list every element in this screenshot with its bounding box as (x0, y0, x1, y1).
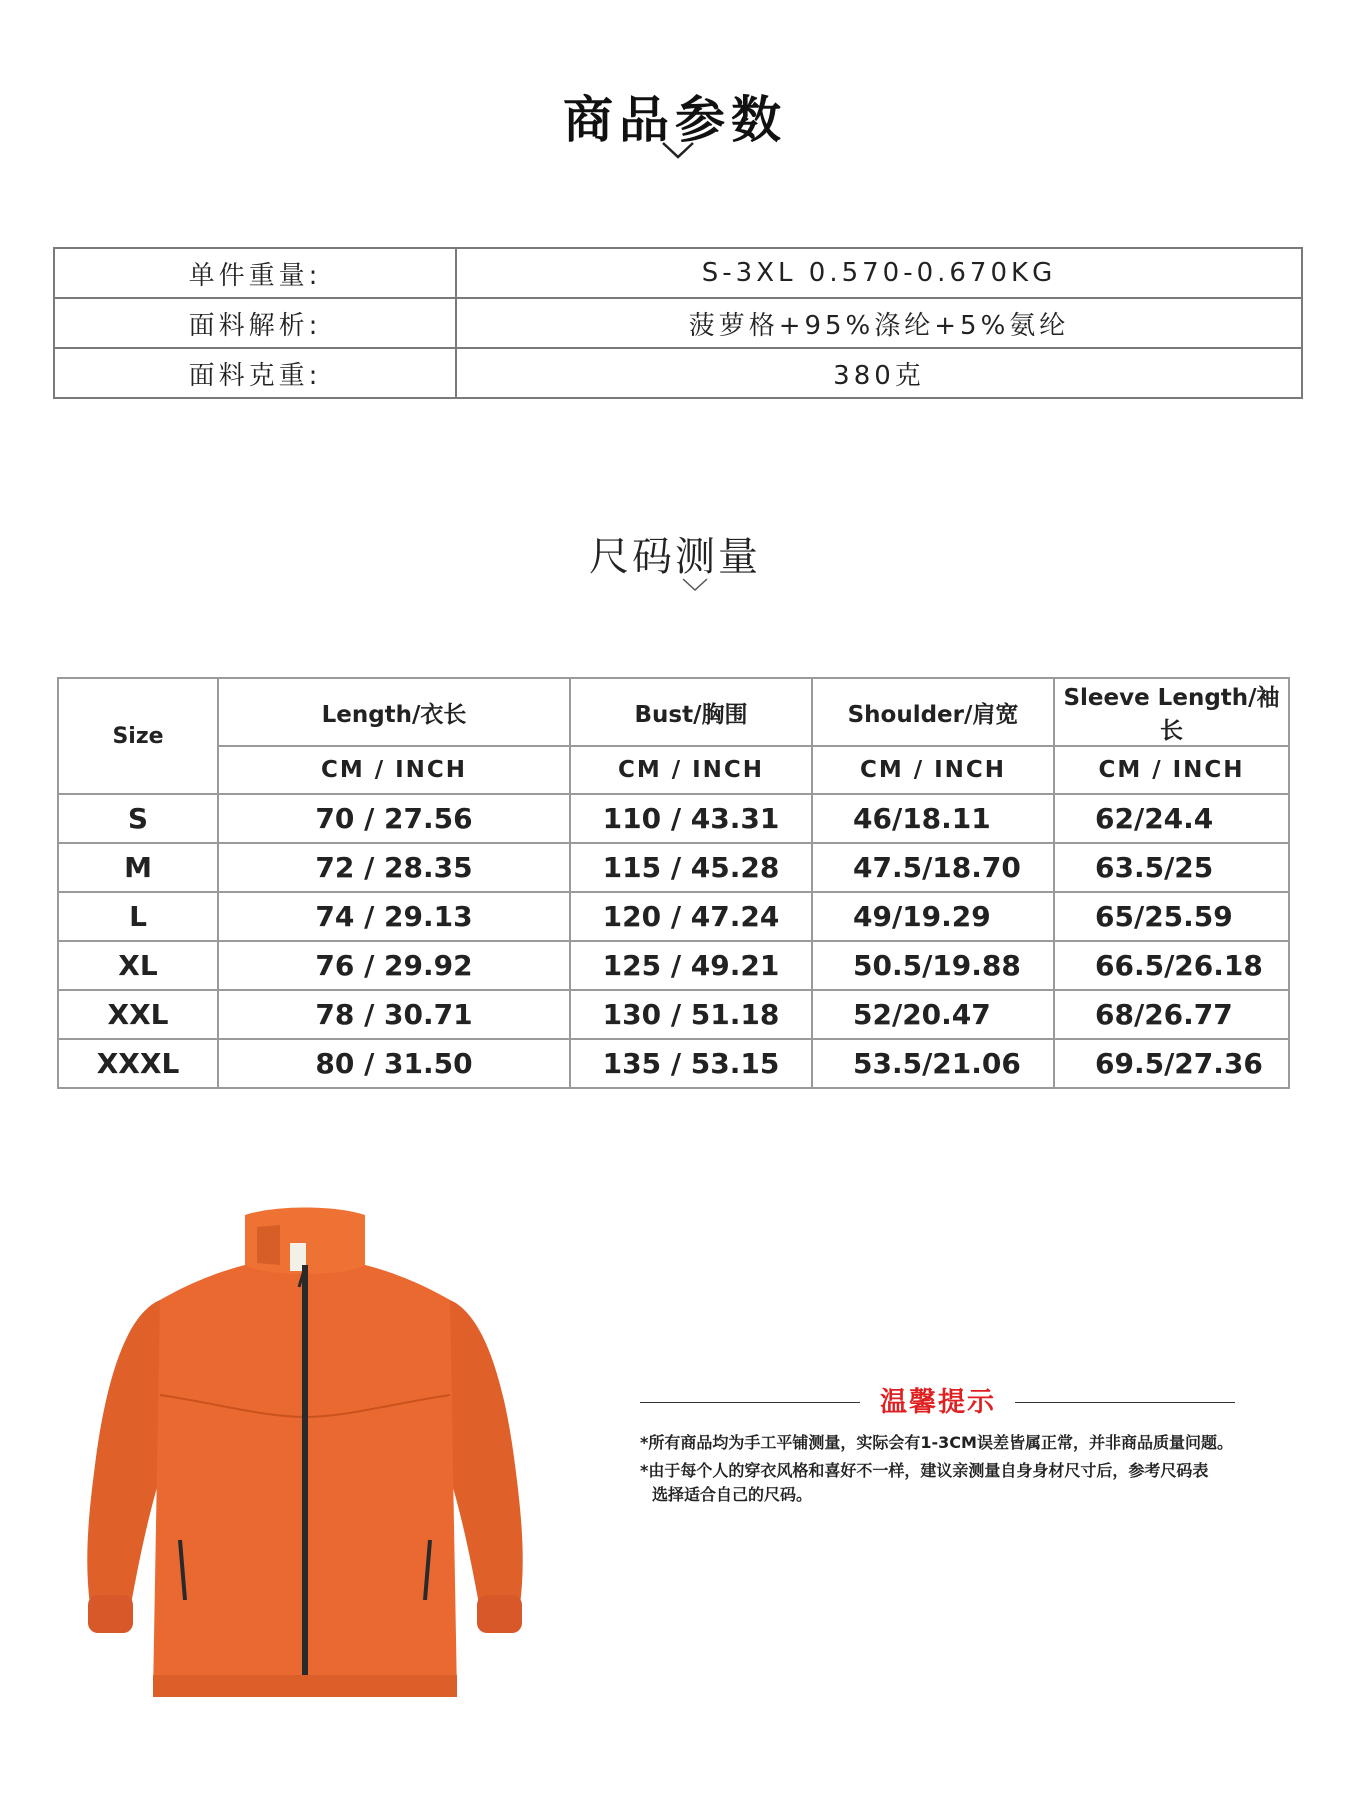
table-row (58, 941, 1289, 990)
params-table (53, 247, 1303, 399)
size-cell: S (58, 794, 218, 843)
size-cell: XXL (58, 990, 218, 1039)
param-label: 面料解析: (54, 298, 456, 348)
size-table-units (58, 746, 1289, 794)
notice-title: 温馨提示 (880, 1387, 996, 1418)
params-title: 商品参数 (563, 91, 787, 149)
length-cell: 74 / 29.13 (218, 892, 570, 941)
notice-tip: 选择适合自己的尺码。 (652, 1485, 813, 1504)
column-header-bust: Bust/胸围 (570, 678, 812, 746)
bust-cell: 130 / 51.18 (570, 990, 812, 1039)
size-table (57, 677, 1290, 1089)
shoulder-cell: 46/18.11 (812, 794, 1054, 843)
unit-label: CM / INCH (570, 746, 812, 794)
params-row (54, 348, 1302, 398)
params-row (54, 298, 1302, 348)
param-label: 单件重量: (54, 248, 456, 298)
notice-header (640, 1380, 1270, 1420)
bust-cell: 110 / 43.31 (570, 794, 812, 843)
length-cell: 76 / 29.92 (218, 941, 570, 990)
sleeve-cell: 62/24.4 (1054, 794, 1289, 843)
size-cell: XL (58, 941, 218, 990)
column-header-length: Length/衣长 (218, 678, 570, 746)
unit-label: CM / INCH (812, 746, 1054, 794)
notice-tip: *所有商品均为手工平铺测量，实际会有1-3CM误差皆属正常，并非商品质量问题。 (640, 1433, 1233, 1452)
jacket-image (85, 1205, 525, 1705)
shoulder-cell: 47.5/18.70 (812, 843, 1054, 892)
sleeve-cell: 69.5/27.36 (1054, 1039, 1289, 1088)
notice-tip: *由于每个人的穿衣风格和喜好不一样，建议亲测量自身身材尺寸后，参考尺码表 (640, 1461, 1209, 1480)
sleeve-cell: 63.5/25 (1054, 843, 1289, 892)
bust-cell: 120 / 47.24 (570, 892, 812, 941)
divider (640, 1402, 860, 1403)
chevron-down-icon (661, 140, 695, 160)
column-header-sleeve: Sleeve Length/袖长 (1054, 678, 1289, 746)
bust-cell: 135 / 53.15 (570, 1039, 812, 1088)
table-row (58, 892, 1289, 941)
table-row (58, 843, 1289, 892)
size-table-header (58, 678, 1289, 746)
unit-label: CM / INCH (1054, 746, 1289, 794)
length-cell: 72 / 28.35 (218, 843, 570, 892)
param-label: 面料克重: (54, 348, 456, 398)
size-cell: L (58, 892, 218, 941)
length-cell: 80 / 31.50 (218, 1039, 570, 1088)
bust-cell: 115 / 45.28 (570, 843, 812, 892)
unit-label: CM / INCH (218, 746, 570, 794)
sleeve-cell: 68/26.77 (1054, 990, 1289, 1039)
shoulder-cell: 52/20.47 (812, 990, 1054, 1039)
shoulder-cell: 49/19.29 (812, 892, 1054, 941)
shoulder-cell: 53.5/21.06 (812, 1039, 1054, 1088)
params-row (54, 248, 1302, 298)
column-header-shoulder: Shoulder/肩宽 (812, 678, 1054, 746)
size-column-header: Size (58, 678, 218, 794)
divider (1015, 1402, 1235, 1403)
param-value: S-3XL 0.570-0.670KG (456, 248, 1302, 298)
shoulder-cell: 50.5/19.88 (812, 941, 1054, 990)
chevron-down-icon (681, 577, 709, 593)
sleeve-cell: 66.5/26.18 (1054, 941, 1289, 990)
length-cell: 78 / 30.71 (218, 990, 570, 1039)
table-row (58, 794, 1289, 843)
param-value: 菠萝格+95%涤纶+5%氨纶 (456, 298, 1302, 348)
size-cell: M (58, 843, 218, 892)
sleeve-cell: 65/25.59 (1054, 892, 1289, 941)
bust-cell: 125 / 49.21 (570, 941, 812, 990)
table-row (58, 990, 1289, 1039)
size-title: 尺码测量 (589, 534, 761, 580)
length-cell: 70 / 27.56 (218, 794, 570, 843)
table-row (58, 1039, 1289, 1088)
notice-box (640, 1380, 1270, 1508)
size-cell: XXXL (58, 1039, 218, 1088)
param-value: 380克 (456, 348, 1302, 398)
